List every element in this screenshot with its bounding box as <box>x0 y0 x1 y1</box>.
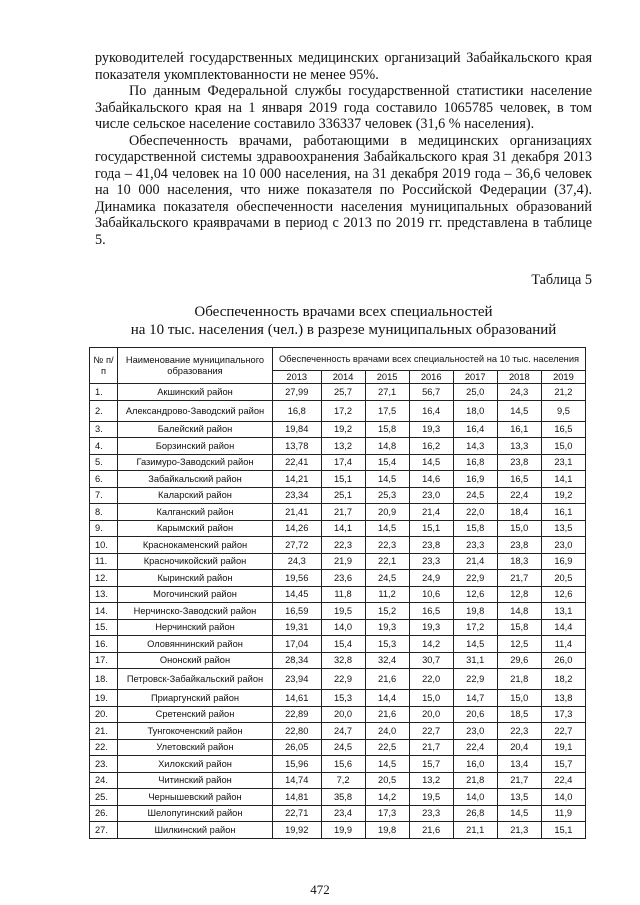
value-cell: 20,4 <box>497 739 541 756</box>
value-cell: 31,1 <box>453 652 497 669</box>
value-cell: 14,81 <box>273 789 322 806</box>
value-cell: 15,8 <box>497 619 541 636</box>
table-label: Таблица 5 <box>531 272 592 288</box>
value-cell: 26,0 <box>541 652 585 669</box>
value-cell: 21,2 <box>541 384 585 401</box>
value-cell: 16,1 <box>497 421 541 438</box>
value-cell: 14,0 <box>321 619 365 636</box>
value-cell: 21,9 <box>321 553 365 570</box>
value-cell: 19,2 <box>321 421 365 438</box>
value-cell: 23,0 <box>453 723 497 740</box>
value-cell: 21,7 <box>497 772 541 789</box>
table-row <box>90 487 586 504</box>
value-cell: 17,04 <box>273 636 322 653</box>
value-cell: 15,1 <box>541 822 585 839</box>
value-cell: 14,0 <box>541 789 585 806</box>
header-group: Обеспеченность врачами всех специальностей на 10 тыс. населения <box>273 348 586 371</box>
value-cell: 16,4 <box>453 421 497 438</box>
value-cell: 19,31 <box>273 619 322 636</box>
value-cell: 24,9 <box>409 570 453 587</box>
value-cell: 15,0 <box>497 520 541 537</box>
value-cell: 14,8 <box>497 603 541 620</box>
value-cell: 15,1 <box>409 520 453 537</box>
paragraph: По данным Федеральной службы государственной статистики население Забайкальского края на 1 января 2019 года составило 1065785 человек, в том числе сельское население составило 336337 человек (31,6 % населения). <box>95 83 592 132</box>
value-cell: 22,0 <box>453 504 497 521</box>
value-cell: 15,3 <box>365 636 409 653</box>
row-index: 6. <box>90 471 118 488</box>
row-index: 18. <box>90 669 118 690</box>
value-cell: 13,3 <box>497 438 541 455</box>
value-cell: 22,41 <box>273 454 322 471</box>
table-row <box>90 805 586 822</box>
value-cell: 19,8 <box>365 822 409 839</box>
value-cell: 15,8 <box>453 520 497 537</box>
value-cell: 26,8 <box>453 805 497 822</box>
value-cell: 14,26 <box>273 520 322 537</box>
value-cell: 27,72 <box>273 537 322 554</box>
value-cell: 18,4 <box>497 504 541 521</box>
value-cell: 11,9 <box>541 805 585 822</box>
table-caption <box>95 303 592 339</box>
value-cell: 14,5 <box>497 805 541 822</box>
value-cell: 23,3 <box>409 805 453 822</box>
value-cell: 32,4 <box>365 652 409 669</box>
table-row <box>90 471 586 488</box>
table-row <box>90 723 586 740</box>
value-cell: 19,5 <box>321 603 365 620</box>
value-cell: 11,4 <box>541 636 585 653</box>
value-cell: 24,7 <box>321 723 365 740</box>
value-cell: 23,4 <box>321 805 365 822</box>
value-cell: 21,6 <box>365 669 409 690</box>
value-cell: 29,6 <box>497 652 541 669</box>
value-cell: 22,1 <box>365 553 409 570</box>
value-cell: 12,6 <box>541 586 585 603</box>
table-row <box>90 454 586 471</box>
value-cell: 14,1 <box>541 471 585 488</box>
value-cell: 19,3 <box>409 421 453 438</box>
value-cell: 20,0 <box>321 706 365 723</box>
value-cell: 21,7 <box>321 504 365 521</box>
value-cell: 22,5 <box>365 739 409 756</box>
value-cell: 20,9 <box>365 504 409 521</box>
municipality-name: Борзинский район <box>118 438 273 455</box>
value-cell: 16,9 <box>541 553 585 570</box>
value-cell: 16,5 <box>541 421 585 438</box>
page-number: 472 <box>310 882 330 897</box>
table-row <box>90 553 586 570</box>
municipality-name: Краснокаменский район <box>118 537 273 554</box>
table-row <box>90 706 586 723</box>
municipality-name: Могочинский район <box>118 586 273 603</box>
table-row <box>90 756 586 773</box>
value-cell: 23,3 <box>453 537 497 554</box>
data-table <box>89 347 586 839</box>
value-cell: 22,9 <box>453 570 497 587</box>
table-row <box>90 537 586 554</box>
value-cell: 14,21 <box>273 471 322 488</box>
value-cell: 23,0 <box>409 487 453 504</box>
year-header: 2018 <box>497 371 541 384</box>
row-index: 9. <box>90 520 118 537</box>
value-cell: 15,8 <box>365 421 409 438</box>
value-cell: 25,1 <box>321 487 365 504</box>
year-header: 2016 <box>409 371 453 384</box>
value-cell: 20,0 <box>409 706 453 723</box>
table-row <box>90 504 586 521</box>
header-name: Наименование муниципального образования <box>118 348 273 384</box>
value-cell: 18,5 <box>497 706 541 723</box>
value-cell: 19,92 <box>273 822 322 839</box>
paragraph: руководителей государственных медицинских организаций Забайкальского края показателя укомплектованности не менее 95%. <box>95 50 592 83</box>
row-index: 5. <box>90 454 118 471</box>
value-cell: 16,5 <box>409 603 453 620</box>
municipality-name: Приаргунский район <box>118 690 273 707</box>
value-cell: 16,5 <box>497 471 541 488</box>
value-cell: 10,6 <box>409 586 453 603</box>
value-cell: 22,4 <box>453 739 497 756</box>
table-body <box>90 384 586 839</box>
value-cell: 14,4 <box>541 619 585 636</box>
table-row <box>90 652 586 669</box>
value-cell: 12,6 <box>453 586 497 603</box>
row-index: 2. <box>90 400 118 421</box>
row-index: 3. <box>90 421 118 438</box>
value-cell: 20,5 <box>541 570 585 587</box>
municipality-name: Акшинский район <box>118 384 273 401</box>
value-cell: 21,4 <box>409 504 453 521</box>
row-index: 15. <box>90 619 118 636</box>
value-cell: 23,1 <box>541 454 585 471</box>
municipality-name: Петровск-Забайкальский район <box>118 669 273 690</box>
value-cell: 22,4 <box>497 487 541 504</box>
value-cell: 23,34 <box>273 487 322 504</box>
value-cell: 22,7 <box>409 723 453 740</box>
municipality-name: Балейский район <box>118 421 273 438</box>
value-cell: 16,1 <box>541 504 585 521</box>
value-cell: 21,8 <box>453 772 497 789</box>
table-row <box>90 384 586 401</box>
value-cell: 25,7 <box>321 384 365 401</box>
value-cell: 26,05 <box>273 739 322 756</box>
row-index: 13. <box>90 586 118 603</box>
value-cell: 15,2 <box>365 603 409 620</box>
value-cell: 13,4 <box>497 756 541 773</box>
value-cell: 22,3 <box>365 537 409 554</box>
value-cell: 22,0 <box>409 669 453 690</box>
row-index: 8. <box>90 504 118 521</box>
value-cell: 21,8 <box>497 669 541 690</box>
municipality-name: Карымский район <box>118 520 273 537</box>
municipality-name: Нерчинский район <box>118 619 273 636</box>
table-row <box>90 669 586 690</box>
value-cell: 16,8 <box>273 400 322 421</box>
municipality-name: Нерчинско-Заводский район <box>118 603 273 620</box>
value-cell: 17,3 <box>365 805 409 822</box>
value-cell: 17,3 <box>541 706 585 723</box>
value-cell: 22,9 <box>453 669 497 690</box>
municipality-name: Газимуро-Заводский район <box>118 454 273 471</box>
value-cell: 14,5 <box>497 400 541 421</box>
municipality-name: Тунгокоченский район <box>118 723 273 740</box>
row-index: 24. <box>90 772 118 789</box>
value-cell: 12,8 <box>497 586 541 603</box>
value-cell: 23,3 <box>409 553 453 570</box>
municipality-name: Чернышевский район <box>118 789 273 806</box>
table-row <box>90 520 586 537</box>
value-cell: 14,0 <box>453 789 497 806</box>
year-header: 2017 <box>453 371 497 384</box>
value-cell: 17,2 <box>453 619 497 636</box>
value-cell: 19,9 <box>321 822 365 839</box>
row-index: 22. <box>90 739 118 756</box>
table-caption-line: на 10 тыс. населения (чел.) в разрезе муниципальных образований <box>130 322 557 338</box>
value-cell: 22,3 <box>497 723 541 740</box>
value-cell: 14,61 <box>273 690 322 707</box>
value-cell: 21,6 <box>365 706 409 723</box>
value-cell: 23,8 <box>497 537 541 554</box>
row-index: 4. <box>90 438 118 455</box>
value-cell: 20,6 <box>453 706 497 723</box>
municipality-name: Забайкальский район <box>118 471 273 488</box>
row-index: 17. <box>90 652 118 669</box>
row-index: 27. <box>90 822 118 839</box>
value-cell: 19,3 <box>365 619 409 636</box>
value-cell: 24,5 <box>321 739 365 756</box>
value-cell: 13,5 <box>541 520 585 537</box>
row-index: 1. <box>90 384 118 401</box>
table-row <box>90 603 586 620</box>
value-cell: 19,56 <box>273 570 322 587</box>
value-cell: 14,2 <box>409 636 453 653</box>
value-cell: 23,94 <box>273 669 322 690</box>
value-cell: 15,0 <box>409 690 453 707</box>
value-cell: 27,99 <box>273 384 322 401</box>
municipality-name: Шилкинский район <box>118 822 273 839</box>
value-cell: 15,7 <box>409 756 453 773</box>
table-row <box>90 586 586 603</box>
value-cell: 14,1 <box>321 520 365 537</box>
year-header: 2019 <box>541 371 585 384</box>
value-cell: 18,3 <box>497 553 541 570</box>
value-cell: 14,7 <box>453 690 497 707</box>
municipality-name: Читинский район <box>118 772 273 789</box>
value-cell: 13,2 <box>321 438 365 455</box>
value-cell: 22,3 <box>321 537 365 554</box>
value-cell: 7,2 <box>321 772 365 789</box>
value-cell: 24,3 <box>273 553 322 570</box>
municipality-name: Сретенский район <box>118 706 273 723</box>
value-cell: 21,41 <box>273 504 322 521</box>
value-cell: 25,0 <box>453 384 497 401</box>
value-cell: 14,5 <box>365 471 409 488</box>
value-cell: 23,8 <box>409 537 453 554</box>
value-cell: 14,74 <box>273 772 322 789</box>
municipality-name: Шелопугинский район <box>118 805 273 822</box>
value-cell: 15,4 <box>365 454 409 471</box>
value-cell: 14,45 <box>273 586 322 603</box>
municipality-name: Красночикойский район <box>118 553 273 570</box>
value-cell: 23,0 <box>541 537 585 554</box>
row-index: 23. <box>90 756 118 773</box>
value-cell: 22,71 <box>273 805 322 822</box>
value-cell: 27,1 <box>365 384 409 401</box>
value-cell: 15,4 <box>321 636 365 653</box>
value-cell: 14,4 <box>365 690 409 707</box>
value-cell: 17,4 <box>321 454 365 471</box>
value-cell: 16,59 <box>273 603 322 620</box>
body-text <box>95 50 592 248</box>
value-cell: 24,3 <box>497 384 541 401</box>
value-cell: 19,84 <box>273 421 322 438</box>
table-row <box>90 822 586 839</box>
value-cell: 14,8 <box>365 438 409 455</box>
value-cell: 19,1 <box>541 739 585 756</box>
value-cell: 19,3 <box>409 619 453 636</box>
row-index: 19. <box>90 690 118 707</box>
value-cell: 15,6 <box>321 756 365 773</box>
value-cell: 23,6 <box>321 570 365 587</box>
table-row <box>90 400 586 421</box>
value-cell: 14,2 <box>365 789 409 806</box>
value-cell: 24,5 <box>365 570 409 587</box>
value-cell: 16,0 <box>453 756 497 773</box>
value-cell: 15,96 <box>273 756 322 773</box>
municipality-name: Хилокский район <box>118 756 273 773</box>
value-cell: 22,80 <box>273 723 322 740</box>
municipality-name: Оловяннинский район <box>118 636 273 653</box>
row-index: 26. <box>90 805 118 822</box>
value-cell: 19,8 <box>453 603 497 620</box>
value-cell: 18,0 <box>453 400 497 421</box>
value-cell: 15,0 <box>497 690 541 707</box>
table-row <box>90 690 586 707</box>
value-cell: 20,5 <box>365 772 409 789</box>
row-index: 14. <box>90 603 118 620</box>
value-cell: 28,34 <box>273 652 322 669</box>
value-cell: 22,7 <box>541 723 585 740</box>
value-cell: 56,7 <box>409 384 453 401</box>
row-index: 25. <box>90 789 118 806</box>
table-row <box>90 789 586 806</box>
table-row <box>90 438 586 455</box>
value-cell: 22,9 <box>321 669 365 690</box>
value-cell: 16,4 <box>409 400 453 421</box>
value-cell: 17,5 <box>365 400 409 421</box>
value-cell: 17,2 <box>321 400 365 421</box>
value-cell: 15,0 <box>541 438 585 455</box>
value-cell: 19,5 <box>409 789 453 806</box>
row-index: 7. <box>90 487 118 504</box>
value-cell: 13,78 <box>273 438 322 455</box>
value-cell: 22,4 <box>541 772 585 789</box>
value-cell: 12,5 <box>497 636 541 653</box>
row-index: 21. <box>90 723 118 740</box>
value-cell: 16,9 <box>453 471 497 488</box>
value-cell: 14,3 <box>453 438 497 455</box>
row-index: 11. <box>90 553 118 570</box>
table-row <box>90 739 586 756</box>
value-cell: 21,7 <box>409 739 453 756</box>
value-cell: 13,5 <box>497 789 541 806</box>
year-header: 2013 <box>273 371 322 384</box>
municipality-name: Улетовский район <box>118 739 273 756</box>
value-cell: 14,5 <box>365 756 409 773</box>
value-cell: 9,5 <box>541 400 585 421</box>
value-cell: 15,3 <box>321 690 365 707</box>
value-cell: 14,5 <box>365 520 409 537</box>
row-index: 12. <box>90 570 118 587</box>
value-cell: 11,2 <box>365 586 409 603</box>
table-caption-line: Обеспеченность врачами всех специальностей <box>194 304 493 320</box>
municipality-name: Ононский район <box>118 652 273 669</box>
row-index: 10. <box>90 537 118 554</box>
value-cell: 21,7 <box>497 570 541 587</box>
value-cell: 15,1 <box>321 471 365 488</box>
value-cell: 21,1 <box>453 822 497 839</box>
value-cell: 13,8 <box>541 690 585 707</box>
value-cell: 23,8 <box>497 454 541 471</box>
value-cell: 13,1 <box>541 603 585 620</box>
value-cell: 21,6 <box>409 822 453 839</box>
row-index: 20. <box>90 706 118 723</box>
value-cell: 21,3 <box>497 822 541 839</box>
table-row <box>90 619 586 636</box>
value-cell: 30,7 <box>409 652 453 669</box>
value-cell: 25,3 <box>365 487 409 504</box>
value-cell: 11,8 <box>321 586 365 603</box>
year-header: 2015 <box>365 371 409 384</box>
value-cell: 35,8 <box>321 789 365 806</box>
municipality-name: Кыринский район <box>118 570 273 587</box>
value-cell: 22,89 <box>273 706 322 723</box>
table-row <box>90 570 586 587</box>
municipality-name: Калганский район <box>118 504 273 521</box>
table-row <box>90 772 586 789</box>
year-header: 2014 <box>321 371 365 384</box>
table-row <box>90 636 586 653</box>
value-cell: 13,2 <box>409 772 453 789</box>
value-cell: 24,0 <box>365 723 409 740</box>
value-cell: 14,5 <box>409 454 453 471</box>
paragraph: Обеспеченность врачами, работающими в медицинских организациях государственной системы здравоохранения Забайкальского края 31 декабря 2013 года – 41,04 человек на 10 000 населения, на 31 декабря 2019 года – 36,6 человек на 10 000 населения, что ниже показателя по Российской Федерации (37,4). Динамика показателя обеспеченности населения муниципальных образований Забайкальского краяврачами в период с 2013 по 2019 гг. представлена в таблице 5. <box>95 132 592 248</box>
row-index: 16. <box>90 636 118 653</box>
value-cell: 14,6 <box>409 471 453 488</box>
municipality-name: Александрово-Заводский район <box>118 400 273 421</box>
value-cell: 32,8 <box>321 652 365 669</box>
value-cell: 14,5 <box>453 636 497 653</box>
value-cell: 19,2 <box>541 487 585 504</box>
value-cell: 16,2 <box>409 438 453 455</box>
value-cell: 21,4 <box>453 553 497 570</box>
municipality-name: Каларский район <box>118 487 273 504</box>
table-row <box>90 421 586 438</box>
value-cell: 24,5 <box>453 487 497 504</box>
value-cell: 18,2 <box>541 669 585 690</box>
value-cell: 16,8 <box>453 454 497 471</box>
value-cell: 15,7 <box>541 756 585 773</box>
header-index: № п/п <box>90 348 118 384</box>
